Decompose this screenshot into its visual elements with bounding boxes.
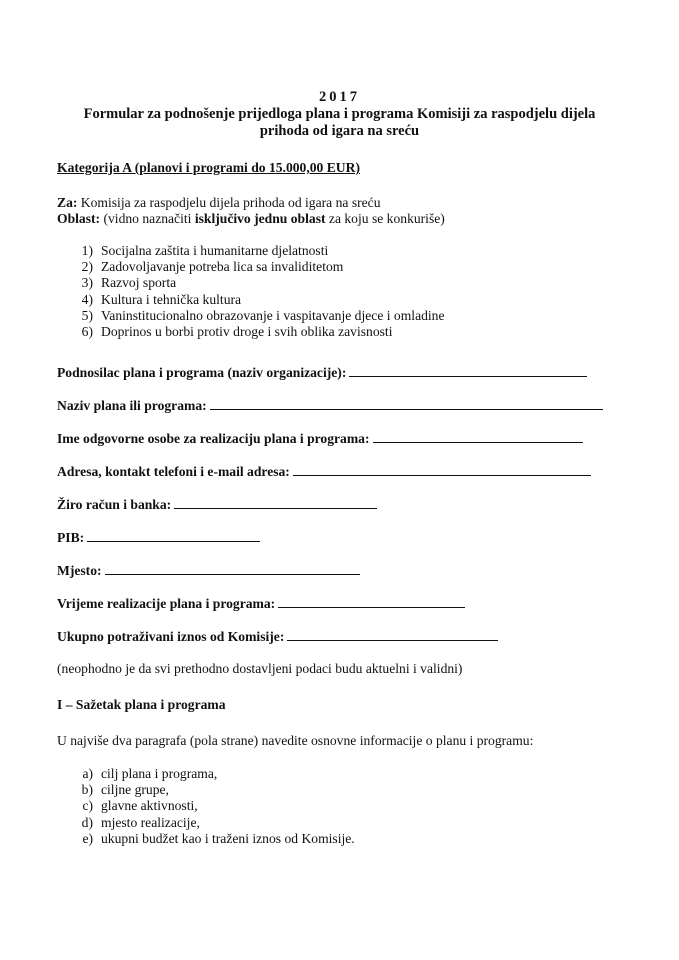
area-item-number: 6)	[81, 323, 93, 339]
field-responsible-person	[57, 430, 583, 447]
summary-point-text: ukupni budžet kao i traženi iznos od Komisije.	[101, 830, 355, 846]
summary-point	[73, 766, 355, 782]
field-contact-input[interactable]	[293, 463, 591, 476]
field-timeframe	[57, 595, 465, 612]
field-organization	[57, 364, 587, 381]
area-item-number: 3)	[81, 275, 93, 291]
area-item[interactable]	[73, 243, 445, 259]
area-item-number: 4)	[81, 291, 93, 307]
field-pib-input[interactable]	[87, 529, 260, 542]
summary-point-letter: b)	[81, 782, 93, 798]
area-item-number: 5)	[81, 307, 93, 323]
area-item-number: 2)	[81, 259, 93, 275]
area-label: Oblast:	[57, 211, 101, 226]
summary-point-text: cilj plana i programa,	[101, 766, 218, 781]
field-requested-amount-input[interactable]	[287, 628, 498, 641]
area-item-text: Zadovoljavanje potreba lica sa invaliditetom	[101, 259, 344, 275]
validity-note: (neophodno je da svi prethodno dostavljeni podaci budu aktuelni i validni)	[57, 661, 463, 676]
form-title-line1: Formular za podnošenje prijedloga plana i programa Komisiji za raspodjelu dijela	[83, 106, 596, 122]
summary-points-list	[73, 766, 355, 847]
field-requested-amount-label: Ukupno potraživani iznos od Komisije:	[57, 629, 285, 644]
area-item-text: Vaninstitucionalno obrazovanje i vaspitavanje djece i omladine	[101, 307, 445, 323]
summary-point-text: mjesto realizacije,	[101, 814, 200, 830]
area-item-text: Socijalna zaštita i humanitarne djelatnosti	[101, 243, 329, 258]
field-contact-label: Adresa, kontakt telefoni i e-mail adresa:	[57, 464, 290, 479]
field-organization-label: Podnosilac plana i programa (naziv organizacije):	[57, 365, 347, 380]
field-responsible-person-label: Ime odgovorne osobe za realizaciju plana i programa:	[57, 431, 370, 446]
area-item[interactable]	[73, 259, 445, 275]
summary-point-letter: c)	[82, 798, 93, 814]
field-organization-input[interactable]	[349, 364, 587, 377]
recipient-line	[57, 195, 381, 211]
area-item-text: Kultura i tehnička kultura	[101, 291, 242, 307]
field-program-name	[57, 397, 603, 414]
area-item[interactable]	[73, 308, 445, 324]
category-heading: Kategorija A (planovi i programi do 15.000,00 EUR)	[57, 160, 360, 175]
area-item-text: Razvoj sporta	[101, 275, 177, 291]
field-place-input[interactable]	[105, 562, 360, 575]
area-item-number: 1)	[81, 243, 93, 258]
field-program-name-label: Naziv plana ili programa:	[57, 398, 207, 413]
field-contact	[57, 463, 591, 480]
recipient-label: Za:	[57, 195, 78, 210]
area-item[interactable]	[73, 292, 445, 308]
field-pib-label: PIB:	[57, 530, 85, 545]
field-program-name-input[interactable]	[210, 397, 603, 410]
summary-point	[73, 831, 355, 847]
summary-point-letter: a)	[82, 766, 93, 781]
summary-point	[73, 782, 355, 798]
field-place-label: Mjesto:	[57, 563, 102, 578]
area-text-after: za koju se konkuriše)	[328, 211, 445, 226]
field-bank-account-input[interactable]	[174, 496, 377, 509]
summary-point	[73, 815, 355, 831]
area-item-text: Doprinos u borbi protiv droge i svih oblika zavisnosti	[101, 323, 393, 339]
field-timeframe-input[interactable]	[278, 595, 465, 608]
area-text-before: (vidno naznačiti	[103, 211, 192, 226]
recipient-value: Komisija za raspodjelu dijela prihoda od igara na sreću	[80, 195, 381, 210]
area-emphasis: isključivo jednu oblast	[194, 211, 326, 226]
field-timeframe-label: Vrijeme realizacije plana i programa:	[57, 596, 276, 611]
summary-point-text: glavne aktivnosti,	[101, 798, 198, 814]
summary-point-text: ciljne grupe,	[101, 782, 169, 798]
section-heading: I – Sažetak plana i programa	[57, 697, 226, 712]
form-year: 2017	[319, 89, 360, 105]
field-bank-account	[57, 496, 377, 513]
field-responsible-person-input[interactable]	[373, 430, 583, 443]
area-list	[73, 243, 445, 340]
field-bank-account-label: Žiro račun i banka:	[57, 497, 172, 512]
field-pib	[57, 529, 260, 546]
area-item[interactable]	[73, 275, 445, 291]
form-title-line2: prihoda od igara na sreću	[259, 123, 420, 139]
field-place	[57, 562, 360, 579]
area-instruction-line	[57, 211, 445, 227]
summary-point-letter: e)	[82, 830, 93, 846]
area-item[interactable]	[73, 324, 445, 340]
field-requested-amount	[57, 628, 498, 645]
summary-point-letter: d)	[81, 814, 93, 830]
section-instruction: U najviše dva paragrafa (pola strane) navedite osnovne informacije o planu i programu:	[57, 733, 534, 748]
summary-point	[73, 798, 355, 814]
